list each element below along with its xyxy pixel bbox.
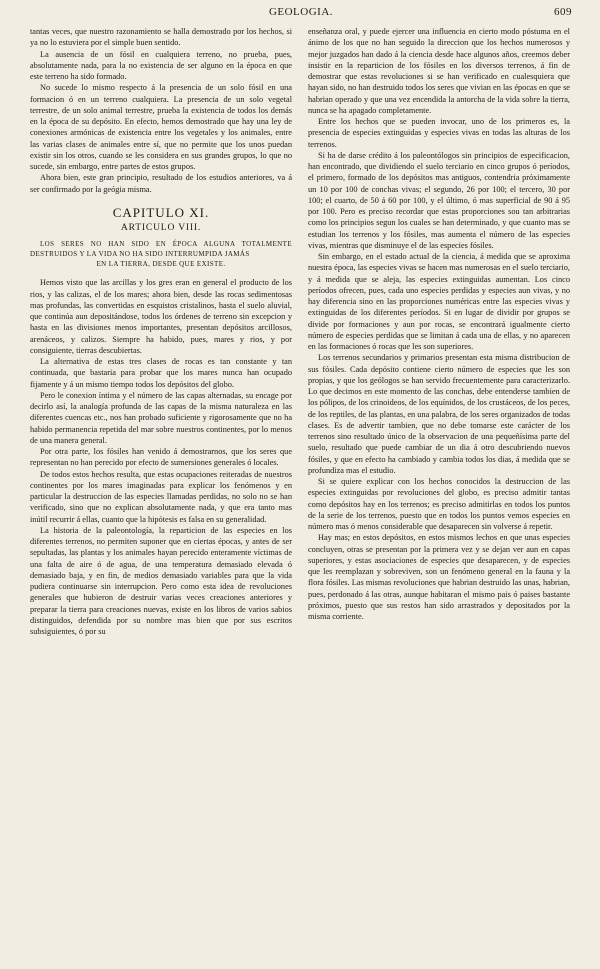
paragraph: La ausencia de un fósil en cualquiera terreno, no prueba, pues, absolutamente nada, para la no existencia de ser alguno en la época en que este terreno ha sido formado. [30,49,292,81]
paragraph: La historia de la paleontología, la reparticion de las especies en los diferentes terrenos, no permiten suponer que en ciertas épocas, y antes de ser sepultadas, las plantas y los animales hayan perecido enteramente víctimas de una falta de aire ó de agua, de una temperatura demasiado elevada ó demasiado baja, y en fin, de medios demasiado variables para que la vida pudiera continuarse sin interrupcion. Pero como esta idea de revoluciones generales que hubieron de destruir varias veces creaciones anteriores y preparar la tierra para creaciones nuevas, existe en los libros de varios sabios distinguidos, defendida por su nombre mas bien que por sus escritos subsiguientes, ó por su [30,525,292,636]
left-column [30,26,292,637]
running-header [30,6,572,22]
paragraph: Si ha de darse crédito á los paleontólogos sin principios de especificacion, han encontrado, que dividiendo el suelo terciario en cinco grupos ó períodos, el primero, formado de los depósitos mas antiguos, contendria próximamente un 10 por 100 de conchas vivas; el segundo, 26 por 100; el tercero, 30 por 100; el cuarto, de 50 á 60 por 100, y el último, ó mas superficial de 90 á 95 por 100. Pero es preciso recordar que estas proporciones sou tan arbitrarias como los principios segun los cuales se han determinado, y que cuanto mas se estudian los terrenos y los fósiles, mas aumenta el número de las especies vivas, mientras que disminuye el de las especies fósiles. [308,150,570,250]
article-title: ARTICULO VIII. [120,222,202,233]
paragraph: La alternativa de estas tres clases de rocas es tan constante y tan continuada, que bastaria para probar que los mares nunca han ocupado fijamente y á un mismo tiempo todos los depósitos del globo. [30,357,292,389]
paragraph: Entre los hechos que se pueden invocar, uno de los primeros es, la presencia de especies extinguidas y especies vivas en todas las alturas de los terrenos. [308,117,570,149]
paragraph: Hemos visto que las arcillas y los gres eran en general el producto de los rios, y las calizas, el de los mares; ahora bien, desde las rocas sedimentosas mas profundas, las convertidas en esquistos cristalinos, hasta el suelo aluvial, que continúa aun depositándose, todos los órdenes de terreno sin excepcion y hasta en las divisiones menos importantes, presentan depósitos arcillosos, arenáceos, y calizos. Siempre ha habido, pues, mares y rios, y por consiguiente, tierras descubiertas. [30,278,292,355]
chapter-title: CAPITULO XI. [112,204,210,220]
paragraph: Los terrenos secundarios y primarios presentan esta misma distribucion de sus fósiles. Cada depósito contiene cierto número de especies que les son propias, y que los geólogos se han servido frecuentemente para caracterizarlo. Lo que decimos en este momento de las conchas, debe entenderse tambien de los pólipos, de los crinoideos, de los equínidos, de los crustáceos, de los peces, de los reptiles, de las plantas, en una palabra, de los seres organizados de todas clases. Es de advertir tambien, que no debe tomarse este carácter de los terrenos sino resultado único de la observacion de una pequeñísima parte del suelo, resultado que puede cambiar de un dia á otro descubriendo nuevos fósiles, y que en efecto ha cambiado y cambia todos los dias, á medida que se profundiza mas el estudio. [308,353,570,475]
paragraph: Hay mas; en estos depósitos, en estos mismos lechos en que unas especies concluyen, otras se presentan por la primera vez y se dejan ver aun en capas superiores, y estas asociaciones de especies que desaparecen, y de especies que les reemplazan y sobreviven, son un fenómeno general en la fauna y la flora fósiles. Las mismas revoluciones que habrian destruido las unas, habrian, pues, perdonado á las otras, aunque habitaran el mismo pais ó paises bastante próximos, puesto que sus restos han sido arrastrados y depositados por la misma corriente. [308,533,570,621]
paragraph: De todos estos hechos resulta, que estas ocupaciones reiteradas de nuestros continentes por los mares imaginadas para explicar los fenómenos y en particular la destruccion de las especies llamadas perdidas, no solo no se han verificado, sino que no explican absolutamente nada, y que era tanto mas inútil recurrir á ellas, cuanto que la hipótesis es falsa en su generalidad. [30,469,292,524]
paragraph: tantas veces, que nuestro razonamiento se halla demostrado por los hechos, si ya no lo estuviera por el simple buen sentido. [30,27,292,48]
paragraph: No sucede lo mismo respecto á la presencia de un solo fósil en una formacion ó en un terreno cualquiera. La presencia de un solo vegetal terrestre, de un solo animal terrestre, prueba la existencia de todos los demás en la época de su depósito. En efecto, hemos demostrado que hay una ley de conexiones armónicas de existencia entre los vegetales y los animales, entre las varias clases de animales entre sí, que no permite que los unos puedan existir sin los otros, cuando se les considera en sus grandes grupos, lo que no sucede, sin embargo, entre partes de estos grupos. [30,83,292,171]
paragraph: Pero le conexion íntima y el número de las capas alternadas, su encage por decirlo así, la analogía profunda de las capas de la misma naturaleza en las diferentes cuencas etc., nos han probado suficiente y rigorosamente que no ha habido permanencia repetida del mar sobre nuestros continentes, por lo menos de una manera general. [30,390,292,445]
page-number: 609 [554,6,572,18]
article-summary [30,239,292,269]
right-column [308,26,570,622]
summary-text-last-line: EN LA TIERRA, DESDE QUE EXISTE. [96,260,226,269]
paragraph: Por otra parte, los fósiles han venido á demostrarnos, que los seres que representan no han perecido por efecto de sumersiones generales ó locales. [30,447,292,468]
paragraph: Ahora bien, este gran principio, resultado de los estudios anteriores, va á ser confirmado por la geógia misma. [30,173,292,194]
paragraph: Si se quiere explicar con los hechos conocidos la destruccion de las especies extinguidas por revoluciones del globo, es preciso admitir tantas como depósitos hay en los terrenos; es preciso admitirlas en todos los puntos de la serie de los terrenos, puesto que en todos los puntos vemos especies en número mas ó menos considerable que desaparecen sin volverse á repetir. [308,477,570,531]
summary-text: LOS SERES NO HAN SIDO EN ÉPOCA ALGUNA TOTALMENTE DESTRUIDOS Y LA VIDA NO HA SIDO INTERRUMPIDA JAMÁS [30,240,292,259]
paragraph: enseñanza oral, y puede ejercer una influencia en cierto modo póstuma en el ánimo de los que no han seguido la direccion que los hechos numerosos y mejor juzgados han dado á la ciencia desde hace algunos años, creemos deber insistir en la reparticion de los fósiles en los diversos terrenos, á fin de demostrar que estas revoluciones si se han verificado en cualesquiera que hayan sido, no han destruido todos los seres que vivian en las épocas en que se habrian operado y que una vez encendida la antorcha de la vida sobre la tierra, nunca se ha apagado completamente. [308,27,570,115]
paragraph: Sin embargo, en el estado actual de la ciencia, á medida que se aproxima nuestra época, las especies vivas se hacen mas numerosas en el suelo terciario, y á medida que se aleja, las especies extinguidas aumentan. Los cinco períodos ofrecen, pues, cada uno especies perdidas y especies aun vivas, y no hay diferencia sino en las proporciones numéricas entre las especies vivas y extinguidas de los diferentes períodos. Si en lugar de dividir por grupos se divide por formaciones y aun por rocas, se encontrará igualmente cierto número de especies perdidas que se limitan á cada una de ellas, y no aparecen en las formaciones ó rocas que les son superiores. [308,252,570,351]
running-title: GEOLOGIA. [268,6,334,18]
